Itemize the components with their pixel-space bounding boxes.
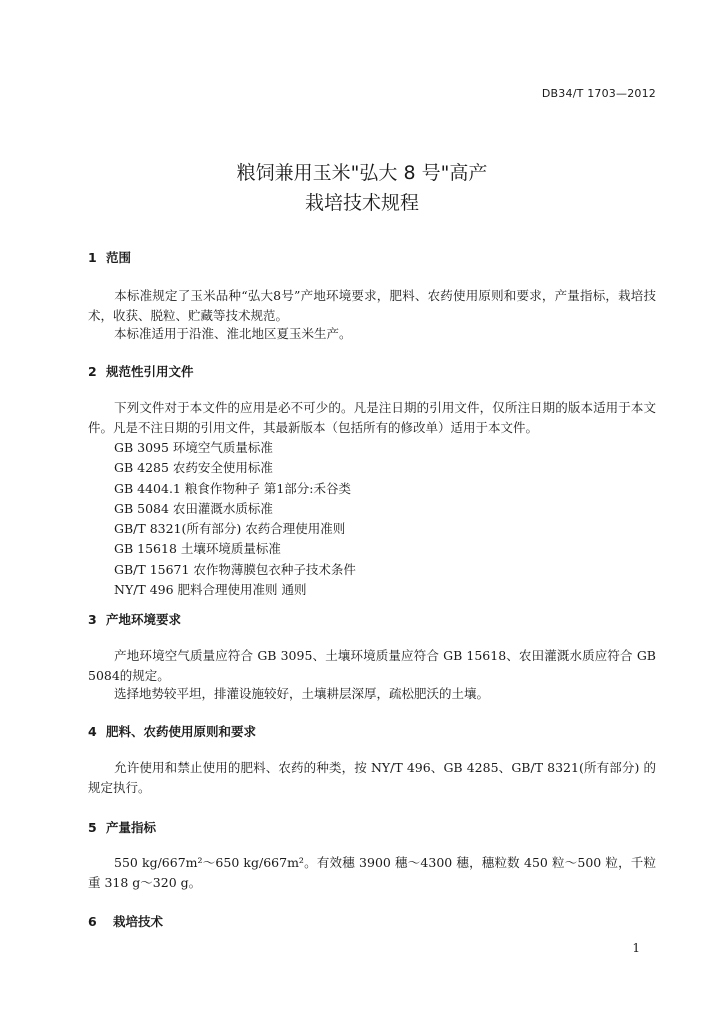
section-4-paragraph-1: 允许使用和禁止使用的肥料、农药的种类，按 NY/T 496、GB 4285、GB/T 8321(所有部分) 的规定执行。	[88, 760, 656, 795]
reference-item: GB 15618 土壤环境质量标准	[114, 541, 281, 557]
section-number: 6	[88, 914, 97, 929]
reference-item: GB 4285 农药安全使用标准	[114, 460, 273, 476]
section-number: 1	[88, 250, 97, 265]
section-1-paragraph-2: 本标准适用于沿淮、淮北地区夏玉米生产。	[114, 326, 352, 341]
section-5-paragraph-1: 550 kg/667m²～650 kg/667m²。有效穗 3900 穗～4300 穗，穗粒数 450 粒～500 粒，千粒重 318 g～320 g。	[88, 855, 656, 890]
reference-item: GB 3095 环境空气质量标准	[114, 440, 273, 455]
document-title	[0, 158, 724, 218]
normative-references-list	[114, 438, 356, 600]
section-title: 产量指标	[106, 820, 157, 835]
section-number: 4	[88, 724, 97, 739]
standard-code: DB34/T 1703—2012	[541, 87, 656, 100]
reference-item: NY/T 496 肥料合理使用准则 通则	[114, 582, 307, 598]
reference-item: GB/T 8321(所有部分) 农药合理使用准则	[114, 521, 346, 537]
section-6-heading	[88, 912, 163, 930]
section-title: 范围	[106, 250, 132, 265]
section-5-heading	[88, 818, 156, 836]
section-number: 2	[88, 364, 97, 379]
title-line-1: 粮饲兼用玉米"弘大 8 号"高产	[236, 162, 488, 184]
section-title: 栽培技术	[113, 914, 164, 929]
section-title: 肥料、农药使用原则和要求	[106, 724, 257, 739]
section-title: 规范性引用文件	[106, 364, 194, 379]
section-1-paragraph-1: 本标准规定了玉米品种“弘大8号”产地环境要求，肥料、农药使用原则和要求，产量指标，栽培技术，收获、脱粒、贮藏等技术规范。	[88, 288, 656, 323]
reference-item: GB/T 15671 农作物薄膜包衣种子技术条件	[114, 561, 356, 577]
reference-item: GB 4404.1 粮食作物种子 第1部分:禾谷类	[114, 480, 351, 496]
section-number: 5	[88, 820, 97, 835]
section-4-heading	[88, 722, 256, 740]
section-3-heading	[88, 610, 181, 628]
section-3-paragraph-1: 产地环境空气质量应符合 GB 3095、土壤环境质量应符合 GB 15618、农田灌溉水质应符合 GB 5084的规定。	[88, 648, 656, 683]
section-2-heading	[88, 362, 194, 380]
page-number: 1	[632, 941, 640, 955]
section-3-paragraph-2: 选择地势较平坦，排灌设施较好，土壤耕层深厚，疏松肥沃的土壤。	[114, 686, 490, 701]
reference-item: GB 5084 农田灌溉水质标准	[114, 500, 273, 516]
section-1-heading	[88, 248, 131, 266]
title-line-2: 栽培技术规程	[304, 192, 419, 214]
section-number: 3	[88, 612, 97, 627]
section-title: 产地环境要求	[106, 612, 182, 627]
section-2-paragraph-1: 下列文件对于本文件的应用是必不可少的。凡是注日期的引用文件，仅所注日期的版本适用于本文件。凡是不注日期的引用文件，其最新版本（包括所有的修改单）适用于本文件。	[88, 400, 656, 435]
